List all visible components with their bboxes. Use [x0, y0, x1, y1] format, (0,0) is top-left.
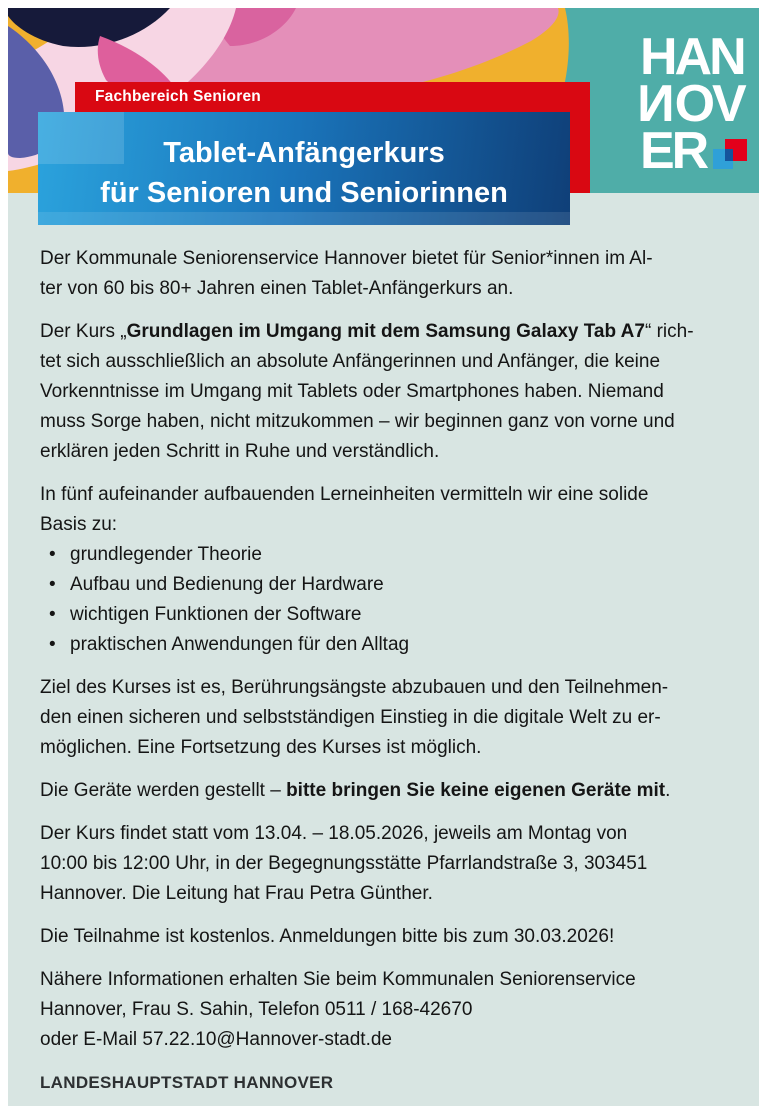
topic-list [40, 540, 735, 660]
logo-line-3: ER [640, 128, 759, 175]
list-item: • Aufbau und Bedienung der Hardware [40, 570, 735, 600]
logo-overlap-square [725, 149, 733, 161]
paragraph-registration: Die Teilnahme ist kostenlos. Anmeldungen bitte bis zum 30.03.2026! [40, 926, 615, 947]
paragraph-course-description: Der Kurs „Grundlagen im Umgang mit dem Samsung Galaxy Tab A7“ rich- tet sich ausschließlich an absolute Anfängerinnen und Anfänger, die keine Vorkenntnisse im Umgang mit Tablets oder Smartphones haben. Niemand muss Sorge haben, nicht mitzukommen – wir beginnen ganz von vorne und erklären jeden Schritt in Ruhe und verständlich. [40, 321, 694, 462]
paragraph-contact: Nähere Informationen erhalten Sie beim Kommunalen Seniorenservice Hannover, Frau S. Sahin, Telefon 0511 / 168-42670 oder E-Mail 57.22.10@Hannover-stadt.de [40, 969, 636, 1050]
header [8, 8, 759, 209]
logo-line-1: HAN [640, 28, 744, 86]
department-label: Fachbereich Senioren [95, 88, 261, 105]
logo-squares-icon [713, 139, 747, 169]
page-title-line2: für Senioren und Seniorinnen [100, 177, 508, 209]
list-item: • praktischen Anwendungen für den Alltag [40, 630, 735, 660]
paragraph-units-intro: In fünf aufeinander aufbauenden Lerneinheiten vermitteln wir eine solide Basis zu: [40, 484, 649, 535]
page-title-line1: Tablet-Anfängerkurs [163, 137, 445, 169]
hannover-logo [640, 28, 759, 180]
paragraph-intro: Der Kommunale Seniorenservice Hannover bietet für Senior*innen im Al- ter von 60 bis 80+ Jahren einen Tablet-Anfängerkurs an. [40, 248, 653, 299]
list-item: • wichtigen Funktionen der Software [40, 600, 735, 630]
devices-note: bitte bringen Sie keine eigenen Geräte mit [286, 780, 666, 801]
document-page [8, 8, 759, 1106]
body-text [8, 193, 759, 1098]
footer-city-label: LANDESHAUPTSTADT HANNOVER [40, 1073, 334, 1092]
course-name: Grundlagen im Umgang mit dem Samsung Galaxy Tab A7 [126, 321, 645, 342]
logo-mirrored-n: N [640, 75, 675, 133]
paragraph-schedule: Der Kurs findet statt vom 13.04. – 18.05.2026, jeweils am Montag von 10:00 bis 12:00 Uhr, in der Begegnungsstätte Pfarrlandstraße 3, 303451 Hannover. Die Leitung hat Frau Petra Günther. [40, 823, 648, 904]
paragraph-goal: Ziel des Kurses ist es, Berührungsängste abzubauen und den Teilnehmen- den einen sicheren und selbstständigen Einstieg in die digitale Welt zu er- möglichen. Eine Fortsetzung des Kurses ist möglich. [40, 677, 669, 758]
list-item: • grundlegender Theorie [40, 540, 735, 570]
logo-line-2: NOV [640, 75, 744, 133]
paragraph-devices: Die Geräte werden gestellt – bitte bringen Sie keine eigenen Geräte mit. [40, 780, 671, 801]
